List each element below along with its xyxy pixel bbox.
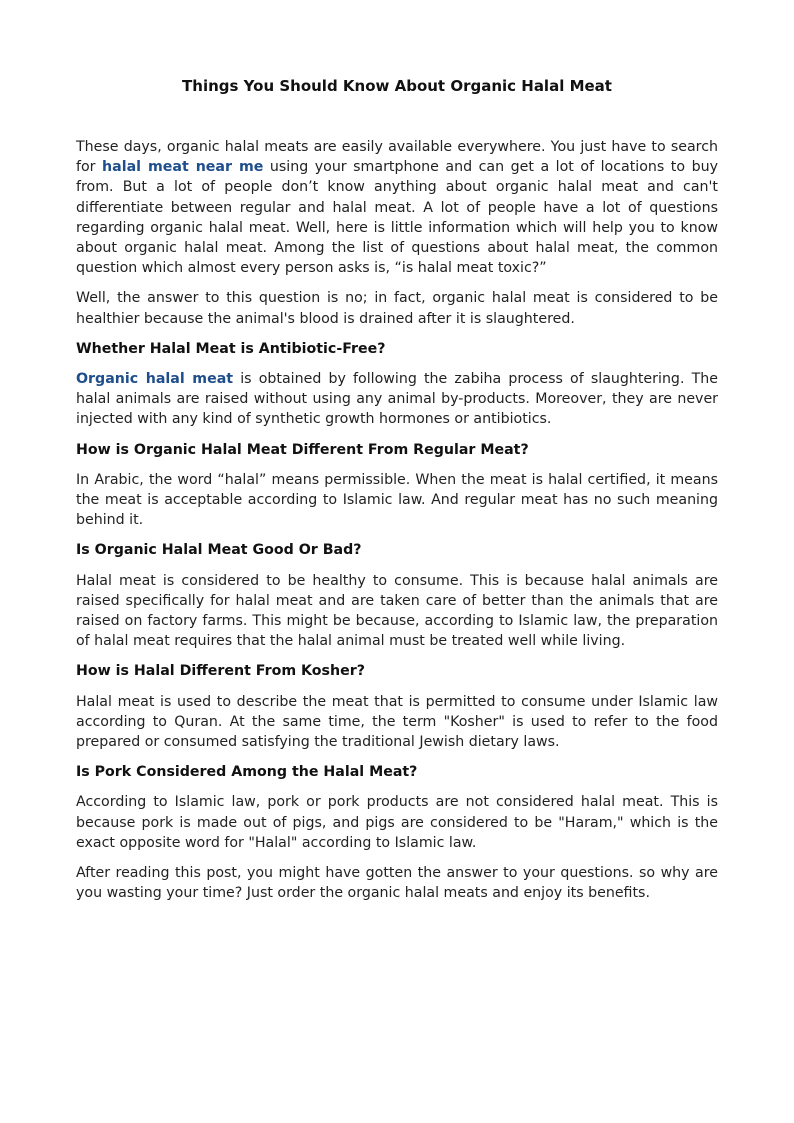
intro-paragraph: [76, 137, 718, 278]
answer-paragraph: Well, the answer to this question is no; in fact, organic halal meat is considered to be healthier because the animal's blood is drained after it is slaughtered.: [76, 290, 718, 327]
heading-good-or-bad: Is Organic Halal Meat Good Or Bad?: [76, 542, 362, 559]
heading-halal-vs-kosher: How is Halal Different From Kosher?: [76, 663, 365, 680]
halal-meat-near-me-link[interactable]: halal meat near me: [102, 159, 264, 176]
antibiotic-text: is obtained by following the zabiha process of slaughtering. The halal animals are raised without using any animal by-products. Moreover, they are never injected with any kind of synthetic growth hormones or antibiotics.: [76, 371, 718, 428]
heading-pork: Is Pork Considered Among the Halal Meat?: [76, 764, 418, 781]
pork-paragraph: According to Islamic law, pork or pork products are not considered halal meat. This is because pork is made out of pigs, and pigs are considered to be "Haram," which is the exact opposite word for "Halal" according to Islamic law.: [76, 794, 718, 851]
intro-text-start: These days, organic halal meats are easily available everywhere. You just have to search for: [76, 139, 718, 176]
document-body: [76, 137, 718, 914]
good-bad-paragraph: Halal meat is considered to be healthy to consume. This is because halal animals are raised specifically for halal meat and are taken care of better than the animals that are raised on factory farms. This might be because, according to Islamic law, the preparation of halal meat requires that the halal animal must be treated well while living.: [76, 572, 718, 650]
kosher-paragraph: Halal meat is used to describe the meat that is permitted to consume under Islamic law according to Quran. At the same time, the term "Kosher" is used to refer to the food prepared or consumed satisfying the traditional Jewish dietary laws.: [76, 693, 718, 751]
closing-paragraph: After reading this post, you might have gotten the answer to your questions. so why are you wasting your time? Just order the organic halal meats and enjoy its benefits.: [76, 865, 718, 902]
document-title: Things You Should Know About Organic Halal Meat: [182, 77, 612, 95]
heading-different-from-regular: How is Organic Halal Meat Different From Regular Meat?: [76, 441, 529, 458]
antibiotic-paragraph: [76, 369, 718, 430]
organic-halal-meat-link[interactable]: Organic halal meat: [76, 371, 234, 388]
heading-antibiotic-free: Whether Halal Meat is Antibiotic-Free?: [76, 340, 386, 357]
different-paragraph: In Arabic, the word “halal” means permissible. When the meat is halal certified, it means the meat is acceptable according to Islamic law. And regular meat has no such meaning behind it.: [76, 471, 718, 529]
intro-text-end: using your smartphone and can get a lot of locations to buy from. But a lot of people don’t know anything about organic halal meat and can't differentiate between regular and halal meat. A lot of people have a lot of questions regarding organic halal meat. Well, here is little information which will help you to know about organic halal meat. Among the list of questions about halal meat, the common question which almost every person asks is, “is halal meat toxic?”: [76, 159, 718, 277]
